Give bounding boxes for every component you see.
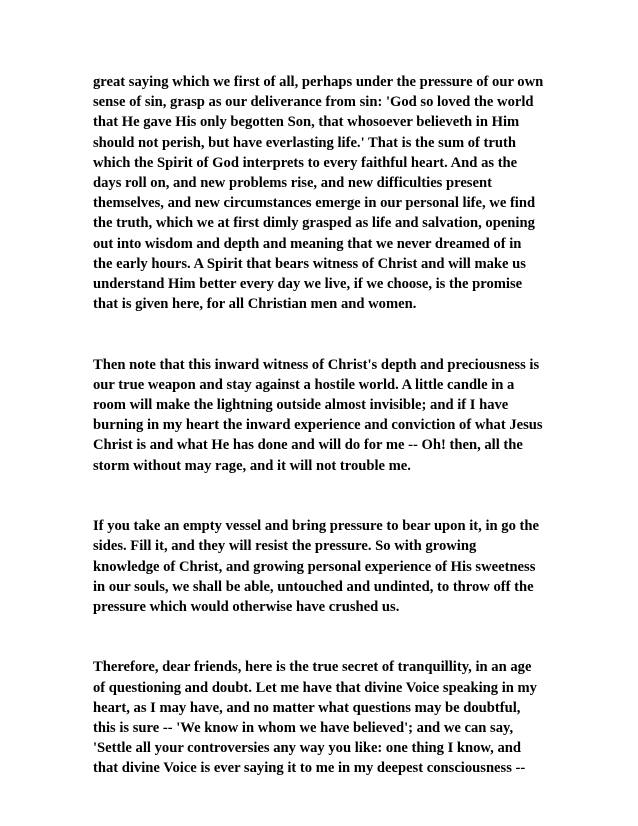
text-line: days roll on, and new problems rise, and new difficulties present (93, 174, 492, 191)
text-line: Then note that this inward witness of Christ's depth and preciousness is (93, 356, 540, 373)
text-line: sides. Fill it, and they will resist the pressure. So with growing (93, 538, 477, 555)
text-line: heart, as I may have, and no matter what questions may be doubtful, (93, 699, 521, 716)
text-line: pressure which would otherwise have crushed us. (93, 598, 400, 615)
text-line: storm without may rage, and it will not trouble me. (93, 457, 411, 474)
text-line: of questioning and doubt. Let me have that divine Voice speaking in my (93, 679, 537, 696)
paragraph-2 (93, 355, 563, 476)
text-line: the early hours. A Spirit that bears witness of Christ and will make us (93, 255, 526, 272)
text-line: this is sure -- 'We know in whom we have believed'; and we can say, (93, 720, 514, 737)
text-line: burning in my heart the inward experience and conviction of what Jesus (93, 417, 543, 434)
text-line: Therefore, dear friends, here is the true secret of tranquillity, in an age (93, 659, 532, 676)
text-line: great saying which we first of all, perhaps under the pressure of our own (93, 74, 544, 90)
text-line: sense of sin, grasp as our deliverance from sin: 'God so loved the world (93, 94, 534, 111)
text-line: themselves, and new circumstances emerge in our personal life, we find (93, 195, 536, 212)
text-line: our true weapon and stay against a hostile world. A little candle in a (93, 376, 515, 393)
text-line: out into wisdom and depth and meaning that we never dreamed of in (93, 235, 522, 252)
text-line: should not perish, but have everlasting life.' That is the sum of truth (93, 134, 516, 151)
text-line: that is given here, for all Christian men and women. (93, 296, 417, 313)
paragraph-1 (93, 72, 563, 314)
text-line: that He gave His only begotten Son, that whosoever believeth in Him (93, 114, 520, 131)
text-line: If you take an empty vessel and bring pressure to bear upon it, in go the (93, 518, 539, 535)
text-line: Christ is and what He has done and will do for me -- Oh! then, all the (93, 437, 523, 454)
paragraph-3 (93, 516, 563, 617)
text-line: 'Settle all your controversies any way you like: one thing I know, and (93, 740, 521, 757)
document-page (93, 72, 563, 779)
text-line: the truth, which we at first dimly grasped as life and salvation, opening (93, 215, 535, 232)
text-line: that divine Voice is ever saying it to me in my deepest consciousness -- (93, 760, 526, 777)
text-line: knowledge of Christ, and growing personal experience of His sweetness (93, 558, 536, 575)
text-line: which the Spirit of God interprets to every faithful heart. And as the (93, 154, 518, 171)
paragraph-4 (93, 657, 563, 778)
text-line: room will make the lightning outside almost invisible; and if I have (93, 397, 509, 414)
text-line: understand Him better every day we live, if we choose, is the promise (93, 275, 523, 292)
text-line: in our souls, we shall be able, untouched and undinted, to throw off the (93, 578, 534, 595)
